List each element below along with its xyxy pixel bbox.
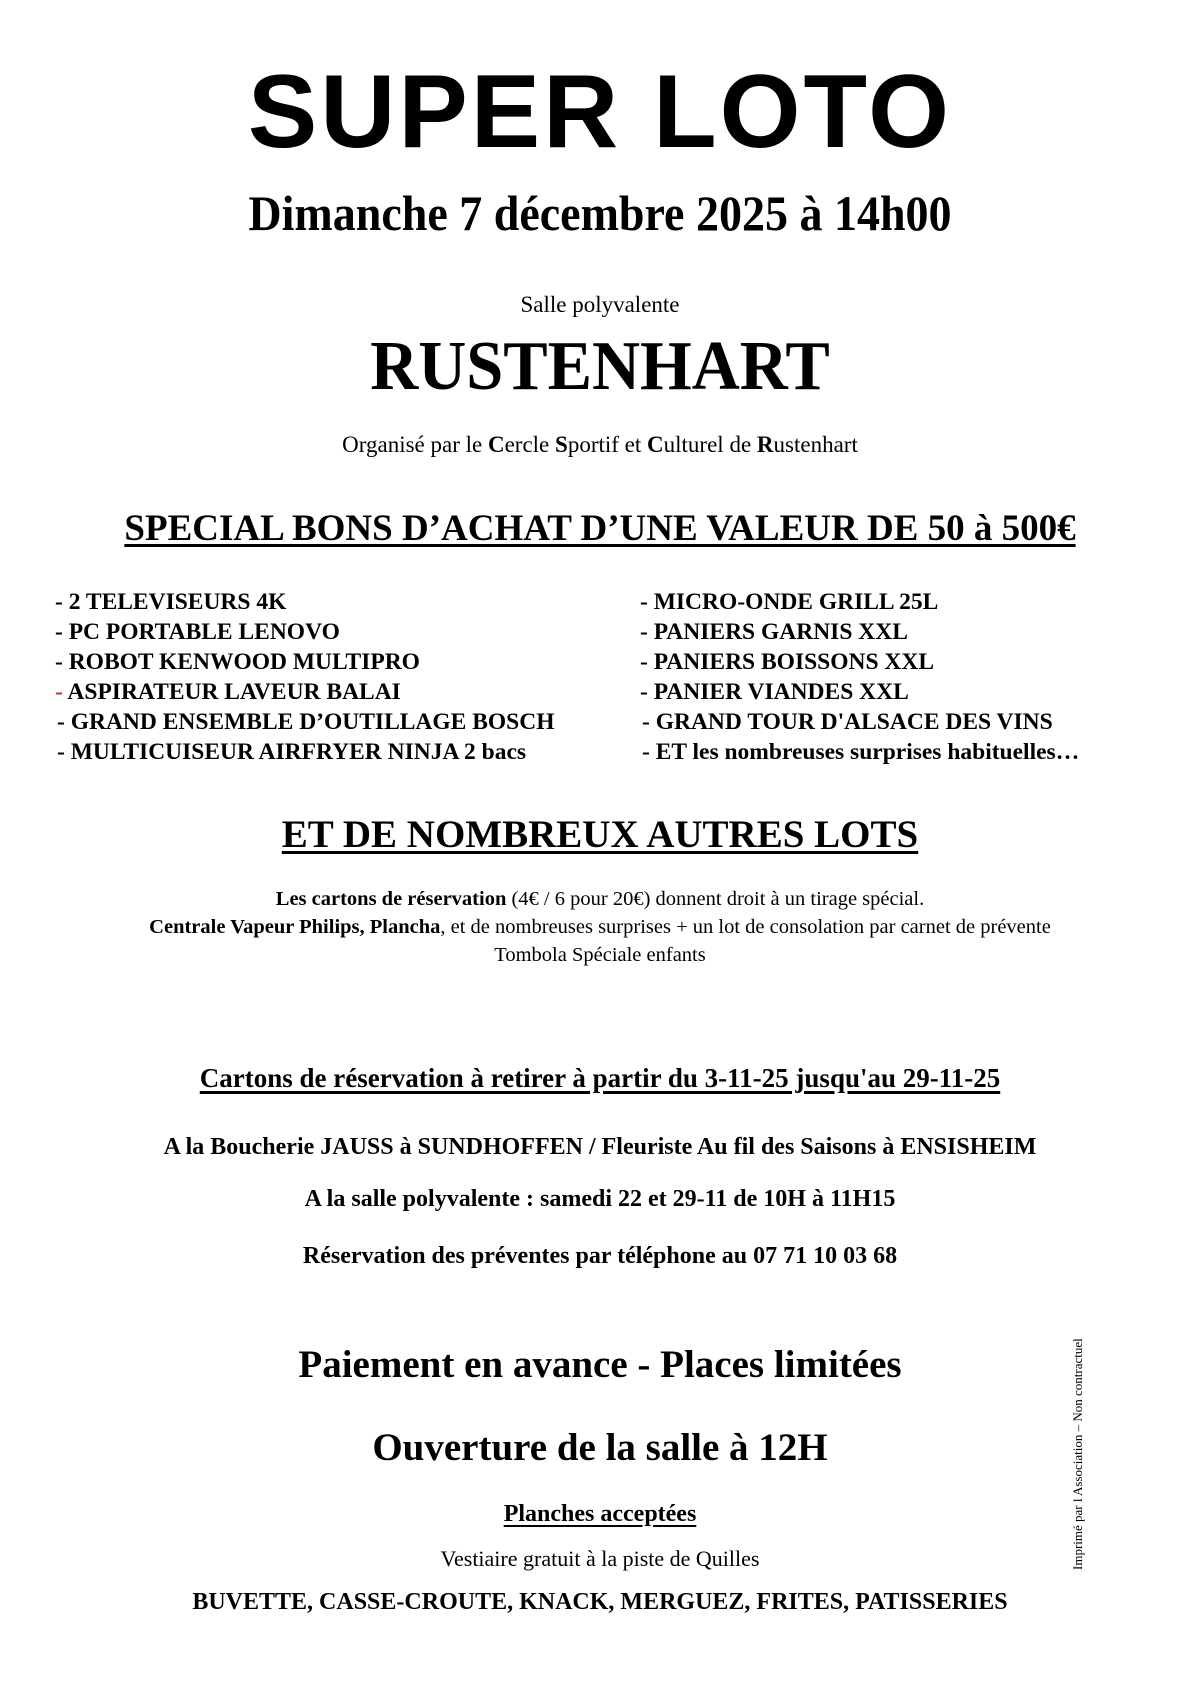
prize-item: - MICRO-ONDE GRILL 25L <box>640 589 939 615</box>
info-line-2 <box>0 913 1200 941</box>
info-line-2-bold: Centrale Vapeur Philips, Plancha <box>149 916 441 938</box>
venue-name: RUSTENHART <box>370 328 830 405</box>
planches-text: Planches acceptées <box>503 1501 697 1527</box>
red-dash: - <box>55 679 68 705</box>
reservation-info <box>0 885 1200 969</box>
organizer-initial: C <box>487 432 505 457</box>
prize-item: - 2 TELEVISEURS 4K <box>55 589 287 615</box>
organizer-initial: S <box>555 432 568 457</box>
prize-item: - GRAND ENSEMBLE D’OUTILLAGE BOSCH <box>57 709 555 735</box>
info-line-1 <box>0 885 1200 913</box>
prizes-list-left <box>55 587 555 767</box>
info-line-3: Tombola Spéciale enfants <box>494 944 706 966</box>
info-line-1-rest: (4€ / 6 pour 20€) donnent droit à un tirage spécial. <box>506 888 925 910</box>
special-heading <box>0 510 1200 547</box>
event-date: Dimanche 7 décembre 2025 à 14h00 <box>248 185 952 241</box>
organizer-word: ercle <box>504 432 556 457</box>
others-heading <box>0 815 1200 854</box>
info-line-2-rest: , et de nombreuses surprises + un lot de consolation par carnet de prévente <box>440 916 1051 938</box>
organizer-initial: C <box>647 432 664 457</box>
info-line-1-bold: Les cartons de réservation <box>275 888 507 910</box>
prize-item: - GRAND TOUR D'ALSACE DES VINS <box>642 709 1053 735</box>
prize-item: - PANIERS GARNIS XXL <box>640 619 908 645</box>
payment-notice: Paiement en avance - Places limitées <box>298 1343 902 1386</box>
prize-item: - ET les nombreuses surprises habituelles… <box>642 739 1080 765</box>
prize-item <box>55 677 555 707</box>
special-heading-text: SPECIAL BONS D’ACHAT D’UNE VALEUR DE 50 à 500€ <box>124 508 1076 549</box>
buvette-line: BUVETTE, CASSE-CROUTE, KNACK, MERGUEZ, FRITES, PATISSERIES <box>192 1589 1008 1615</box>
prize-item: - MULTICUISEUR AIRFRYER NINJA 2 bacs <box>57 739 527 765</box>
opening-time: Ouverture de la salle à 12H <box>372 1426 828 1469</box>
pickup-location-2: A la salle polyvalente : samedi 22 et 29-11 de 10H à 11H15 <box>304 1186 896 1212</box>
prizes-list-right <box>640 587 1079 767</box>
organizer-line <box>0 433 1200 456</box>
organizer-initial: R <box>756 432 774 457</box>
organizer-word: portif et <box>567 432 648 457</box>
vestiaire-notice: Vestiaire gratuit à la piste de Quilles <box>440 1546 760 1571</box>
cartons-heading <box>0 1065 1200 1092</box>
phone-reservation: Réservation des préventes par téléphone au 07 71 10 03 68 <box>302 1243 898 1269</box>
planches-notice <box>0 1502 1200 1526</box>
prize-item: - PC PORTABLE LENOVO <box>55 619 340 645</box>
prize-item: - PANIERS BOISSONS XXL <box>640 649 935 675</box>
others-heading-text: ET DE NOMBREUX AUTRES LOTS <box>281 813 919 856</box>
prize-item-text: ASPIRATEUR LAVEUR BALAI <box>67 679 401 705</box>
organizer-word: ulturel de <box>663 432 757 457</box>
venue-label: Salle polyvalente <box>520 292 680 317</box>
prize-item: - PANIER VIANDES XXL <box>640 679 909 705</box>
pickup-location-1: A la Boucherie JAUSS à SUNDHOFFEN / Fleuriste Au fil des Saisons à ENSISHEIM <box>163 1134 1037 1160</box>
organizer-word: ustenhart <box>773 432 858 457</box>
cartons-heading-text: Cartons de réservation à retirer à partir du 3-11-25 jusqu'au 29-11-25 <box>199 1063 1001 1093</box>
organizer-prefix: Organisé par le <box>342 432 488 457</box>
side-note: Imprimé par l Association – Non contractuel <box>1070 1338 1085 1570</box>
poster-title: SUPER LOTO <box>247 54 953 170</box>
prize-item: - ROBOT KENWOOD MULTIPRO <box>55 649 420 675</box>
